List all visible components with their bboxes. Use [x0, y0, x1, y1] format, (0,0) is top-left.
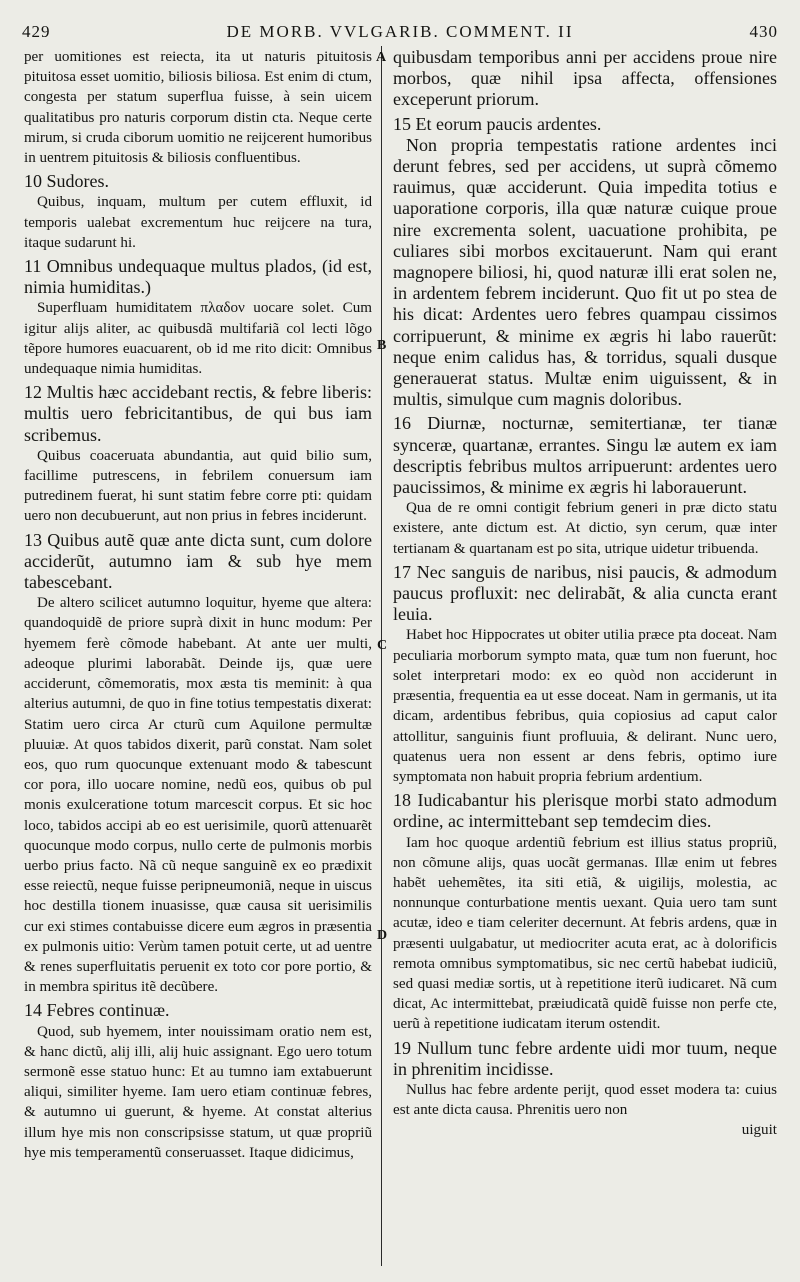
margin-letter-a: A: [376, 50, 387, 65]
aphorism-12: 12 Multis hæc accidebant rectis, & febre liberis: multis uero febricitantibus, de qui bus iam scribemus.: [24, 382, 372, 445]
aphorism-15: 15 Et eorum paucis ardentes.: [393, 113, 602, 134]
commentary-paragraph: Quibus, inquam, multum per cutem effluxit, id temporis ualebat excrementum huc reijcere na tura, itaque sudarunt hi.: [24, 194, 372, 251]
aphorism-14: 14 Febres continuæ.: [24, 1000, 170, 1021]
catchword: uiguit: [741, 1122, 777, 1139]
commentary-paragraph: De altero scilicet autumno loquitur, hyeme que altera: quandoquidẽ de priore suprà dixit in hunc modum: Per hyemem ferè cõmode habebant. At ante uer multi, adeoque plurimi laborabãt. Deinde ijs, quæ uere acciderunt, cõmemoratis, mox æsta tis meminit: à qua alterius autumni, de quo in fine totius tempestatis dixerat: Statim uero circa Ar cturũ cum Aquilone permultæ pluuiæ. At quos tabidos dixerit, parũ constat. Nam solet eos, quo rum quocunque extenuant modo & tabescunt cor pora, illo uocare nomine, nedũ eos, quibus ob pul monis exulceratione totum marcescit corpus. Et sic hoc loco, tabidos accipi ab eo est uerisimile, quorũ attenuarẽt quocunque modo corpus, nullo certe de pulmonis morbis uerbo prius facto. Nã cũ neque sanguinẽ ex eo prædixit esse reiectũ, neque fuisse peripneumoniã, neque in uiscus hoc destilla tionem inuasisse, quæ causa sit uerisimilis cur exi stimes contabuisse dicere eum ægros in præsentia ex pulmonis uitio: Verùm tamen potuit certe, ut ad uentre & renes superfluitatis peruenit ex toto cor pore portio, & in membra spiritus itẽ decũbere.: [24, 595, 372, 996]
aphorism-18: 18 Iudicabantur his plerisque morbi stato admodum ordine, ac intermittebant sep temdecim dies.: [393, 790, 777, 832]
page-number-left: 429: [22, 22, 51, 41]
margin-letter-d: D: [377, 928, 388, 943]
aphorism-10: 10 Sudores.: [24, 171, 109, 192]
commentary-paragraph: Quibus coaceruata abundantia, aut quid bilio sum, facillime putrescens, in febrilem conuersum iam putredinem fuerat, hi sunt statim febre corre pti: quidam uero non decubuerunt, aut non prius in febres inciderunt.: [24, 447, 372, 525]
commentary-paragraph: Qua de re omni contigit febrium generi in præ dicto statu existere, ante dictum est. At dictio, syn cerum, quæ inter tertianam & quartanam est po sita, utrique uidetur tribuenda.: [393, 500, 777, 557]
aphorism-19: 19 Nullum tunc febre ardente uidi mor tuum, neque in phrenitim incidisse.: [393, 1037, 777, 1079]
commentary-paragraph: Non propria tempestatis ratione ardentes inci derunt febres, sed per accidens, ut suprà cõmemo rauimus, quæ acciderunt. Quia impedita totius e uaporatione corporis, illa quæ naturæ cuique proue nire excrementa solent, uacuatione prohibita, pe culiares sibi morbos excitauerunt. Nam qui erant magnopere biliosi, hi, quod naturæ illi erat solen ne, in ardentem febrem inciderunt. Quo fit ut po stea de his dicat: Ardentes uero febres quampau cissimos corripuerunt, & minime ex ægris hi labo rauerũt: neque enim calidus has, & torridus, squali dusque generauerat status. Multæ enim uiguissent, & in multis, simulque cum magnis doloribus.: [393, 134, 777, 410]
commentary-paragraph: Nullus hac febre ardente perijt, quod esset modera ta: cuius est ante dicta causa. Phrenitis uero non: [393, 1081, 777, 1119]
commentary-paragraph: Iam hoc quoque ardentiũ febrium est illius status propriũ, non cõmune alijs, quas uocãt germanas. Illæ enim ut febres habẽt uehemẽtes, ita siti etiã, & uigilijs, molestia, ac nonnunque conturbatione mentis uexant. Quia uero tam sunt acutæ, ideo e tiam celeriter decernunt. At febris ardens, quæ in præsenti uulgabatur, ut mediocriter acuta erat, ac à dolorificis remota omnibus symptomatibus, sic nec certũ habebat iudiciũ, sed quasi mediæ sortis, ut à repetitione iterũ iudicaret. Nã cum dicat, Ac intermittebat, præiudicatã quidẽ fuisse non perfe cte, uerũ à repetitione iudicatam iterum ostendit.: [393, 834, 777, 1033]
aphorism-13: 13 Quibus autẽ quæ ante dicta sunt, cum dolore acciderũt, autumno iam & sub hye mem tabescebant.: [24, 529, 372, 593]
commentary-paragraph: Quod, sub hyemem, inter nouissimam oratio nem est, & hanc dictũ, alij illi, alij huic assignant. Ego uero totum sermonẽ esse statuo hunc: Et au tumno iam extabuerunt aliqui, similiter hyeme. Iam uero etiam continuæ febres, & autumno ui guerunt, & hyeme. At constat alterius illum hye mis non conscripsisse statum, ut quæ propriũ hye mis temperamentũ conseruasset. Itaque didicimus,: [24, 1023, 372, 1161]
left-column: [24, 47, 372, 1274]
commentary-paragraph: Superfluam humiditatem πλαδον uocare solet. Cum igitur alijs aliter, ac quibusdã multifariã col lecti lõgo tẽpore humores euacuarent, ob id me rito dicit: Omnibus undequaque nimia humiditas.: [24, 300, 372, 378]
aphorism-16: 16 Diurnæ, nocturnæ, semitertianæ, ter tianæ synceræ, quartanæ, errantes. Singu læ autem ex iam descriptis febribus multos arripuerunt: ardentes uero paucissimos, & minime ex ægris hi laborauerunt.: [393, 413, 777, 498]
aphorism-11: 11 Omnibus undequaque multus plados, (id est, nimia humiditas.): [24, 256, 372, 298]
running-title: DE MORB. VVLGARIB. COMMENT. II: [226, 22, 574, 41]
right-column: [393, 47, 777, 1274]
page-header: [0, 20, 800, 46]
commentary-paragraph: Habet hoc Hippocrates ut obiter utilia præce pta doceat. Nam peculiaria morborum sympto mata, quæ tum non fuerunt, hoc solet interpretari modo: ex eo quòd non acciderunt in præsentia, frequentia ea ut esse doceat. Nam in germanis, ut ita dicam, ardentibus febribus, quia copiosius ad caput calor attollitur, sanguinis fiunt profluuia, & delirant. Nunc uero, quatenus uera non essent ar dens febris, optimo iure symptomata non habuit propria febrium ardentium.: [393, 627, 777, 785]
page-number-right: 430: [749, 22, 778, 41]
column-divider: [381, 46, 382, 1266]
aphorism-continuation: quibusdam temporibus anni per accidens proue nire morbos, quæ nihil ipsa affecta, offensiones exceperunt priorum.: [393, 47, 777, 110]
margin-letter-c: C: [377, 638, 388, 653]
aphorism-17: 17 Nec sanguis de naribus, nisi paucis, & admodum paucus profluxit: nec delirabãt, & alia cuncta erant leuia.: [393, 561, 777, 625]
margin-letter-b: B: [377, 338, 387, 353]
commentary-paragraph: per uomitiones est reiecta, ita ut naturis pituitosis pituitosa esset uomitio, biliosis biliosa. Est enim di ctum, congesta per statum superflua fuisse, à sein uicem qualitatibus pro naturis corporum distin cta. Neque certe mirum, si cruda ciborum uomitio ne reijcerent humoribus in uentrem pituitosis & biliosis confluentibus.: [24, 49, 372, 167]
